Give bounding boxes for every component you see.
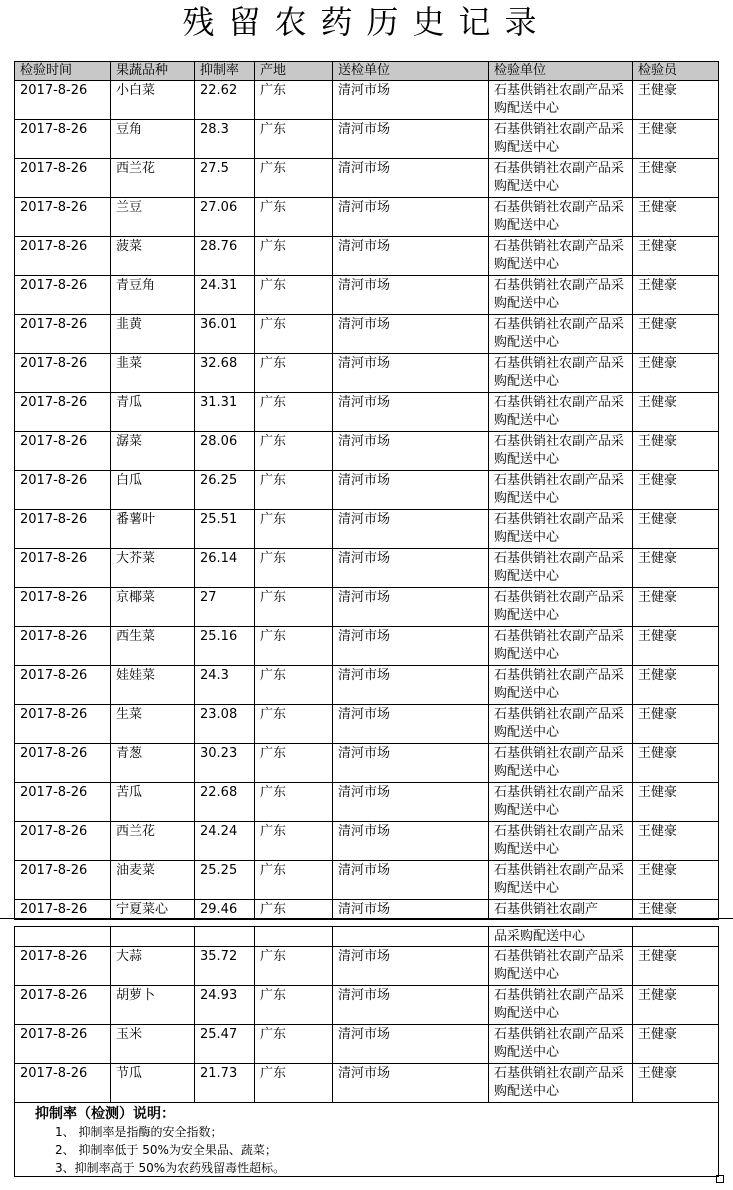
note-line: 3、抑制率高于 50%为农药残留毒性超标。 (55, 1161, 286, 1175)
cell-date: 2017-8-26 (15, 986, 111, 1025)
cell-rate: 25.25 (195, 861, 255, 900)
cell-rate: 32.68 (195, 354, 255, 393)
cell-sender: 清河市场 (333, 159, 489, 198)
table-row (15, 666, 719, 705)
cell-sender: 清河市场 (333, 198, 489, 237)
cell-date: 2017-8-26 (15, 393, 111, 432)
cell-item: 小白菜 (111, 81, 195, 120)
cell-sender: 清河市场 (333, 393, 489, 432)
table-row (15, 900, 719, 920)
cell-origin: 广东 (255, 588, 333, 627)
table-row (15, 81, 719, 120)
cell-date: 2017-8-26 (15, 666, 111, 705)
table-row (15, 822, 719, 861)
cell-rate: 24.31 (195, 276, 255, 315)
cell-unit: 石基供销社农副产品采购配送中心 (489, 861, 633, 900)
cell-unit: 石基供销社农副产品采购配送中心 (489, 588, 633, 627)
cell-item: 京椰菜 (111, 588, 195, 627)
cell-item: 青豆角 (111, 276, 195, 315)
cell-date: 2017-8-26 (15, 900, 111, 920)
col-header-inspector: 检验员 (633, 62, 719, 81)
cell-unit: 石基供销社农副产品采购配送中心 (489, 744, 633, 783)
cell-inspector: 王健豪 (633, 159, 719, 198)
cell-sender: 清河市场 (333, 354, 489, 393)
cell-origin: 广东 (255, 783, 333, 822)
cell-inspector: 王健豪 (633, 705, 719, 744)
cell-inspector: 王健豪 (633, 1025, 719, 1064)
cell-origin: 广东 (255, 198, 333, 237)
col-header-item: 果蔬品种 (111, 62, 195, 81)
table-row (15, 510, 719, 549)
cell-unit: 石基供销社农副产品采购配送中心 (489, 159, 633, 198)
cell-origin: 广东 (255, 510, 333, 549)
cell-date: 2017-8-26 (15, 120, 111, 159)
cell-item: 潺菜 (111, 432, 195, 471)
cell-origin: 广东 (255, 549, 333, 588)
cell-sender: 清河市场 (333, 588, 489, 627)
cell-unit: 石基供销社农副产品采购配送中心 (489, 315, 633, 354)
cell-inspector: 王健豪 (633, 666, 719, 705)
cell-date: 2017-8-26 (15, 354, 111, 393)
table-row (15, 627, 719, 666)
cell-origin: 广东 (255, 237, 333, 276)
cell-sender: 清河市场 (333, 627, 489, 666)
cell-item: 大蒜 (111, 947, 195, 986)
cell-sender: 清河市场 (333, 705, 489, 744)
table-row (15, 1025, 719, 1064)
cell-item: 青葱 (111, 744, 195, 783)
cell-item: 西兰花 (111, 159, 195, 198)
cell-origin: 广东 (255, 276, 333, 315)
cell-unit: 石基供销社农副产品采购配送中心 (489, 986, 633, 1025)
cell-rate: 28.3 (195, 120, 255, 159)
cell-inspector: 王健豪 (633, 822, 719, 861)
cell-rate: 28.06 (195, 432, 255, 471)
continuation-text: 品采购配送中心 (489, 927, 633, 947)
cell-sender: 清河市场 (333, 822, 489, 861)
cell-date: 2017-8-26 (15, 315, 111, 354)
cell-rate: 27 (195, 588, 255, 627)
cell-date: 2017-8-26 (15, 549, 111, 588)
cell-date: 2017-8-26 (15, 237, 111, 276)
cell-origin: 广东 (255, 471, 333, 510)
page-break-line (0, 918, 733, 919)
table-row (15, 315, 719, 354)
table-end-marker (716, 1175, 724, 1183)
cell-sender: 清河市场 (333, 549, 489, 588)
cell-item: 西兰花 (111, 822, 195, 861)
cell-inspector: 王健豪 (633, 588, 719, 627)
col-header-sender: 送检单位 (333, 62, 489, 81)
col-header-origin: 产地 (255, 62, 333, 81)
cell-inspector: 王健豪 (633, 549, 719, 588)
table-row (15, 393, 719, 432)
notes-heading: 抑制率（检测）说明： (35, 1106, 175, 1122)
col-header-unit: 检验单位 (489, 62, 633, 81)
cell-inspector: 王健豪 (633, 198, 719, 237)
cell-sender: 清河市场 (333, 510, 489, 549)
cell-rate: 24.24 (195, 822, 255, 861)
cell-date: 2017-8-26 (15, 783, 111, 822)
cell-rate: 21.73 (195, 1064, 255, 1103)
cell-date: 2017-8-26 (15, 471, 111, 510)
cell-sender: 清河市场 (333, 471, 489, 510)
cell-rate: 27.5 (195, 159, 255, 198)
table-row (15, 549, 719, 588)
cell-origin: 广东 (255, 705, 333, 744)
cell-rate: 31.31 (195, 393, 255, 432)
cell-inspector: 王健豪 (633, 432, 719, 471)
cell-date: 2017-8-26 (15, 432, 111, 471)
cell-item: 玉米 (111, 1025, 195, 1064)
cell-origin: 广东 (255, 822, 333, 861)
cell-rate: 25.47 (195, 1025, 255, 1064)
cell-date: 2017-8-26 (15, 861, 111, 900)
cell-rate: 25.16 (195, 627, 255, 666)
cell-unit: 石基供销社农副产品采购配送中心 (489, 432, 633, 471)
cell-inspector: 王健豪 (633, 1064, 719, 1103)
table-row (15, 276, 719, 315)
cell-inspector: 王健豪 (633, 947, 719, 986)
cell-origin: 广东 (255, 159, 333, 198)
cell-unit: 石基供销社农副产品采购配送中心 (489, 510, 633, 549)
cell-origin: 广东 (255, 744, 333, 783)
cell-item: 西生菜 (111, 627, 195, 666)
cell-origin: 广东 (255, 432, 333, 471)
cell-item: 苦瓜 (111, 783, 195, 822)
cell-sender: 清河市场 (333, 81, 489, 120)
cell-inspector: 王健豪 (633, 510, 719, 549)
note-line: 1、 抑制率是指酶的安全指数； (55, 1125, 223, 1139)
cell-origin: 广东 (255, 354, 333, 393)
cell-sender: 清河市场 (333, 861, 489, 900)
cell-inspector: 王健豪 (633, 81, 719, 120)
cell-item: 胡萝卜 (111, 986, 195, 1025)
cell-origin: 广东 (255, 986, 333, 1025)
cell-rate: 26.25 (195, 471, 255, 510)
cell-sender: 清河市场 (333, 237, 489, 276)
cell-item: 节瓜 (111, 1064, 195, 1103)
cell-item: 番薯叶 (111, 510, 195, 549)
cell-item: 油麦菜 (111, 861, 195, 900)
cell-date: 2017-8-26 (15, 947, 111, 986)
cell-sender: 清河市场 (333, 900, 489, 920)
cell-date: 2017-8-26 (15, 159, 111, 198)
cell-inspector: 王健豪 (633, 783, 719, 822)
cell-inspector: 王健豪 (633, 900, 719, 920)
cell-unit: 石基供销社农副产品采购配送中心 (489, 783, 633, 822)
cell-rate: 26.14 (195, 549, 255, 588)
cell-item: 生菜 (111, 705, 195, 744)
cell-unit: 石基供销社农副产品采购配送中心 (489, 81, 633, 120)
cell-date: 2017-8-26 (15, 588, 111, 627)
cell-unit: 石基供销社农副产品采购配送中心 (489, 354, 633, 393)
cell-item: 青瓜 (111, 393, 195, 432)
cell-inspector: 王健豪 (633, 861, 719, 900)
table-row (15, 986, 719, 1025)
cell-sender: 清河市场 (333, 744, 489, 783)
cell-date: 2017-8-26 (15, 1025, 111, 1064)
cell-rate: 28.76 (195, 237, 255, 276)
cell-item: 韭菜 (111, 354, 195, 393)
cell-origin: 广东 (255, 393, 333, 432)
cell-item: 大芥菜 (111, 549, 195, 588)
cell-inspector: 王健豪 (633, 237, 719, 276)
cell-sender: 清河市场 (333, 276, 489, 315)
cell-inspector: 王健豪 (633, 744, 719, 783)
page-title: 残留农药历史记录 (182, 3, 551, 41)
cell-inspector: 王健豪 (633, 120, 719, 159)
cell-origin: 广东 (255, 627, 333, 666)
cell-sender: 清河市场 (333, 1025, 489, 1064)
cell-date: 2017-8-26 (15, 1064, 111, 1103)
cell-date: 2017-8-26 (15, 627, 111, 666)
cell-origin: 广东 (255, 1064, 333, 1103)
cell-rate: 30.23 (195, 744, 255, 783)
cell-date: 2017-8-26 (15, 81, 111, 120)
table-row (15, 198, 719, 237)
residue-table-page2 (14, 926, 719, 1103)
table-row (15, 432, 719, 471)
cell-inspector: 王健豪 (633, 393, 719, 432)
cell-unit: 石基供销社农副产品采购配送中心 (489, 276, 633, 315)
cell-origin: 广东 (255, 120, 333, 159)
cell-date: 2017-8-26 (15, 510, 111, 549)
cell-origin: 广东 (255, 81, 333, 120)
cell-origin: 广东 (255, 900, 333, 920)
cell-sender: 清河市场 (333, 1064, 489, 1103)
table-row (15, 1064, 719, 1103)
cell-rate: 22.62 (195, 81, 255, 120)
cell-item: 菠菜 (111, 237, 195, 276)
cell-origin: 广东 (255, 861, 333, 900)
cell-inspector: 王健豪 (633, 276, 719, 315)
cell-inspector: 王健豪 (633, 354, 719, 393)
continuation-row (15, 927, 719, 947)
residue-table-page1 (14, 61, 719, 920)
cell-item: 韭黄 (111, 315, 195, 354)
cell-date: 2017-8-26 (15, 822, 111, 861)
cell-unit: 石基供销社农副产品采购配送中心 (489, 822, 633, 861)
cell-inspector: 王健豪 (633, 471, 719, 510)
cell-item: 兰豆 (111, 198, 195, 237)
cell-date: 2017-8-26 (15, 198, 111, 237)
note-line: 2、 抑制率低于 50%为安全果品、蔬菜； (55, 1143, 277, 1157)
table-row (15, 237, 719, 276)
cell-rate: 27.06 (195, 198, 255, 237)
cell-unit: 石基供销社农副产品采购配送中心 (489, 120, 633, 159)
cell-sender: 清河市场 (333, 666, 489, 705)
cell-unit: 石基供销社农副产品采购配送中心 (489, 627, 633, 666)
cell-sender: 清河市场 (333, 432, 489, 471)
cell-sender: 清河市场 (333, 315, 489, 354)
cell-unit: 石基供销社农副产品采购配送中心 (489, 471, 633, 510)
table-row (15, 705, 719, 744)
cell-origin: 广东 (255, 315, 333, 354)
cell-origin: 广东 (255, 1025, 333, 1064)
cell-inspector: 王健豪 (633, 986, 719, 1025)
cell-origin: 广东 (255, 947, 333, 986)
cell-unit: 石基供销社农副产品采购配送中心 (489, 947, 633, 986)
cell-unit: 石基供销社农副产 (489, 900, 633, 920)
table-row (15, 861, 719, 900)
col-header-date: 检验时间 (15, 62, 111, 81)
table-row (15, 471, 719, 510)
cell-date: 2017-8-26 (15, 744, 111, 783)
table-row (15, 783, 719, 822)
cell-item: 白瓜 (111, 471, 195, 510)
cell-item: 宁夏菜心 (111, 900, 195, 920)
cell-rate: 24.93 (195, 986, 255, 1025)
table-row (15, 947, 719, 986)
cell-item: 娃娃菜 (111, 666, 195, 705)
table-row (15, 744, 719, 783)
cell-rate: 24.3 (195, 666, 255, 705)
table-row (15, 159, 719, 198)
table-row (15, 588, 719, 627)
cell-unit: 石基供销社农副产品采购配送中心 (489, 705, 633, 744)
cell-sender: 清河市场 (333, 947, 489, 986)
cell-sender: 清河市场 (333, 120, 489, 159)
cell-inspector: 王健豪 (633, 315, 719, 354)
cell-unit: 石基供销社农副产品采购配送中心 (489, 666, 633, 705)
table-row (15, 354, 719, 393)
cell-unit: 石基供销社农副产品采购配送中心 (489, 1064, 633, 1103)
cell-unit: 石基供销社农副产品采购配送中心 (489, 1025, 633, 1064)
cell-inspector: 王健豪 (633, 627, 719, 666)
notes-box (14, 1101, 719, 1177)
header-row (15, 62, 719, 81)
cell-rate: 29.46 (195, 900, 255, 920)
cell-unit: 石基供销社农副产品采购配送中心 (489, 237, 633, 276)
cell-rate: 25.51 (195, 510, 255, 549)
col-header-rate: 抑制率 (195, 62, 255, 81)
cell-unit: 石基供销社农副产品采购配送中心 (489, 549, 633, 588)
cell-date: 2017-8-26 (15, 276, 111, 315)
cell-rate: 23.08 (195, 705, 255, 744)
cell-item: 豆角 (111, 120, 195, 159)
cell-sender: 清河市场 (333, 783, 489, 822)
cell-rate: 22.68 (195, 783, 255, 822)
cell-unit: 石基供销社农副产品采购配送中心 (489, 393, 633, 432)
cell-origin: 广东 (255, 666, 333, 705)
cell-sender: 清河市场 (333, 986, 489, 1025)
cell-rate: 35.72 (195, 947, 255, 986)
cell-date: 2017-8-26 (15, 705, 111, 744)
table-row (15, 120, 719, 159)
cell-unit: 石基供销社农副产品采购配送中心 (489, 198, 633, 237)
cell-rate: 36.01 (195, 315, 255, 354)
